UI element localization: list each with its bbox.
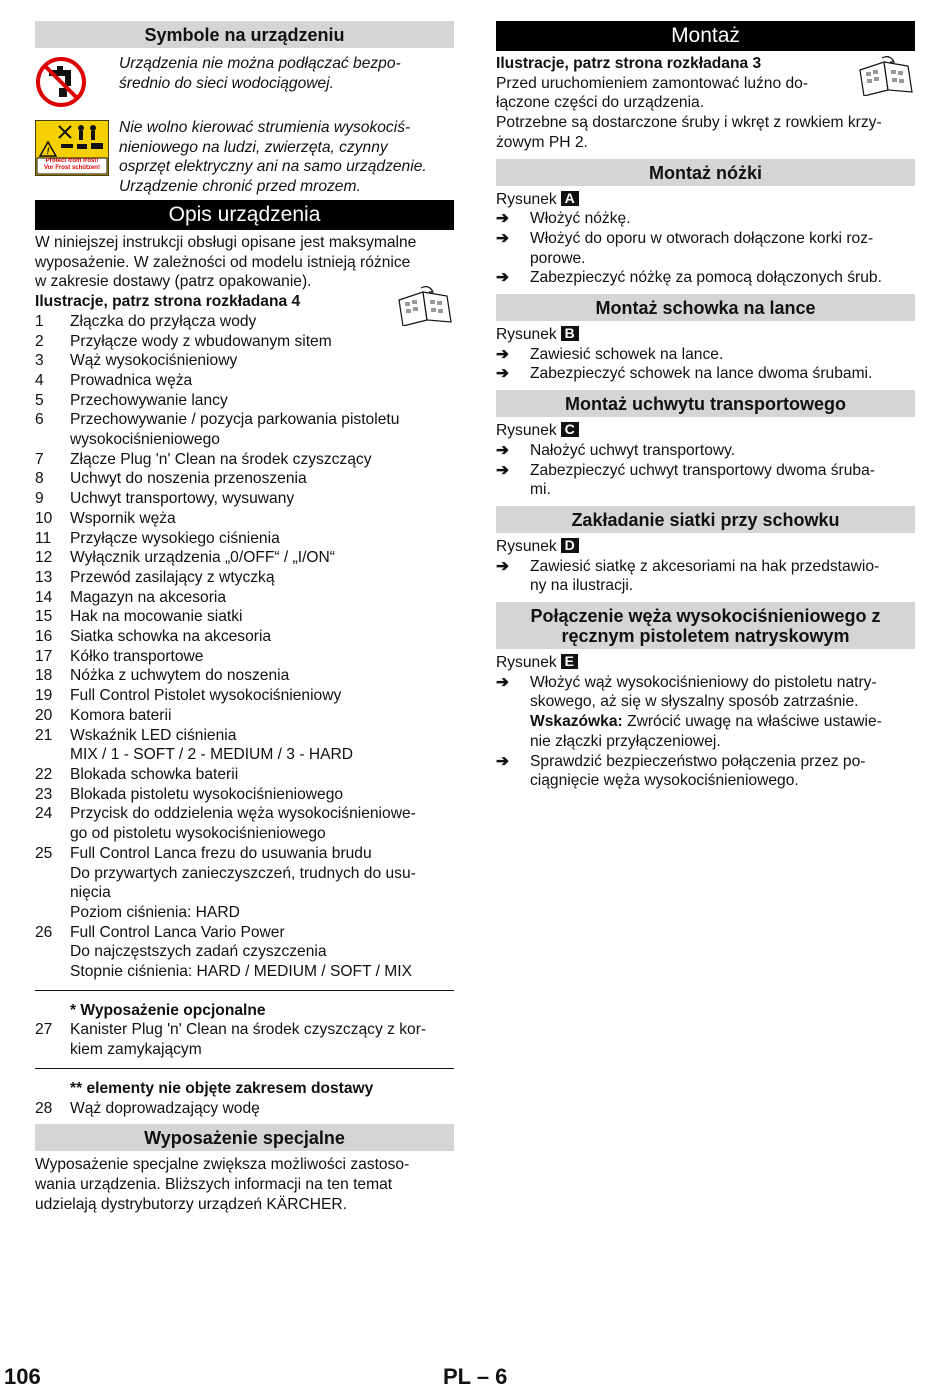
step-text: Zawiesić schowek na lance. xyxy=(530,345,724,363)
item-number xyxy=(35,962,70,982)
no-tap-icon xyxy=(35,56,87,114)
not-included-heading-row xyxy=(35,1079,454,1099)
arrow-right-icon: ➔ xyxy=(496,229,510,247)
instruction-step xyxy=(496,441,915,461)
item-number: 22 xyxy=(35,765,53,783)
item-text: Do przywartych zanieczyszczeń, trudnych do usu- xyxy=(70,864,416,882)
item-number: 26 xyxy=(35,923,53,941)
item-number: 12 xyxy=(35,549,53,567)
item-number: 15 xyxy=(35,608,53,626)
description-paragraph: W niniejszej instrukcji obsługi opisane jest maksymalne wyposażenie. W zależności od modelu istnieją różnice w zakresie dostawy (patrz opakowanie). xyxy=(35,234,417,291)
item-text: Złączka do przyłącza wody xyxy=(70,312,257,330)
instruction-step xyxy=(496,461,915,500)
item-text: Wskaźnik LED ciśnienia xyxy=(70,726,237,744)
item-text: Full Control Pistolet wysokociśnieniowy xyxy=(70,687,342,705)
item-number xyxy=(35,864,70,884)
list-item xyxy=(35,450,454,470)
item-number: 3 xyxy=(35,352,44,370)
list-item xyxy=(35,568,454,588)
list-item xyxy=(35,430,454,450)
list-item xyxy=(35,371,454,391)
item-number: 25 xyxy=(35,844,53,862)
item-number: 16 xyxy=(35,628,53,646)
component-list xyxy=(35,312,454,982)
instruction-step xyxy=(496,752,915,791)
list-item xyxy=(35,410,454,430)
item-text: Kanister Plug 'n' Clean na środek czyszczący z kor- xyxy=(70,1021,427,1039)
item-number xyxy=(35,1040,70,1060)
item-number: 1 xyxy=(35,312,44,330)
device-description-heading: Opis urządzenia xyxy=(35,200,454,230)
step-text: Zabezpieczyć schowek na lance dwoma śrubami. xyxy=(530,365,873,383)
list-item xyxy=(35,1020,454,1040)
item-text: Full Control Lanca Vario Power xyxy=(70,923,285,941)
instruction-step xyxy=(496,345,915,365)
item-text: Poziom ciśnienia: HARD xyxy=(70,903,240,921)
arrow-right-icon: ➔ xyxy=(496,269,510,287)
item-number: 9 xyxy=(35,490,44,508)
list-item xyxy=(35,824,454,844)
list-item xyxy=(35,686,454,706)
list-item xyxy=(35,804,454,824)
list-item xyxy=(35,785,454,805)
figure-reference xyxy=(496,325,915,345)
note xyxy=(530,712,915,732)
arrow-right-icon: ➔ xyxy=(496,210,510,228)
item-number: 11 xyxy=(35,529,52,547)
item-number xyxy=(35,745,70,765)
arrow-right-icon: ➔ xyxy=(496,752,510,770)
divider xyxy=(35,990,454,991)
item-number: 28 xyxy=(35,1099,53,1117)
assembly-sections xyxy=(496,159,915,791)
list-item xyxy=(35,942,454,962)
item-text: Przewód zasilający z wtyczką xyxy=(70,568,275,586)
list-item xyxy=(35,469,454,489)
figure-letter-badge: A xyxy=(561,191,579,206)
item-text: Blokada schowka baterii xyxy=(70,765,239,783)
item-text: nięcia xyxy=(70,884,111,902)
item-text: Hak na mocowanie siatki xyxy=(70,608,243,626)
item-text: Stopnie ciśnienia: HARD / MEDIUM / SOFT / MIX xyxy=(70,963,412,981)
list-item xyxy=(35,745,454,765)
list-item xyxy=(35,903,454,923)
item-text: Siatka schowka na akcesoria xyxy=(70,628,272,646)
note-text: Zwrócić uwagę na właściwe ustawie- xyxy=(622,713,882,731)
section-heading: Montaż uchwytu transportowego xyxy=(496,390,915,417)
item-text: Nóżka z uchwytem do noszenia xyxy=(70,667,290,685)
list-item xyxy=(35,1040,454,1060)
list-item xyxy=(35,647,454,667)
arrow-right-icon: ➔ xyxy=(496,673,510,691)
item-text: Przycisk do oddzielenia węża wysokociśnieniowe- xyxy=(70,805,416,823)
step-text: Zabezpieczyć uchwyt transportowy dwoma śruba- mi. xyxy=(530,461,875,499)
assembly-heading: Montaż xyxy=(496,21,915,51)
item-text: Uchwyt do noszenia przenoszenia xyxy=(70,470,307,488)
item-number: 4 xyxy=(35,371,44,389)
item-number: 24 xyxy=(35,805,53,823)
list-item xyxy=(35,489,454,509)
note-label: Wskazówka: xyxy=(530,713,623,731)
item-number: 21 xyxy=(35,726,53,744)
instruction-step xyxy=(496,209,915,229)
list-item xyxy=(35,844,454,864)
list-item xyxy=(35,588,454,608)
note-text: nie złączki przyłączeniowej. xyxy=(530,732,721,750)
item-text: Full Control Lanca frezu do usuwania brudu xyxy=(70,844,372,862)
item-number: 19 xyxy=(35,687,53,705)
item-text: Wyłącznik urządzenia „0/OFF“ / „I/ON“ xyxy=(70,549,336,567)
symbol-no-water-mains: Urządzenia nie można podłączać bezpo- średnio do sieci wodociągowej. xyxy=(35,54,454,118)
item-number xyxy=(35,824,70,844)
item-text: Kółko transportowe xyxy=(70,647,204,665)
figure-letter-badge: B xyxy=(561,326,579,341)
figure-label: Rysunek xyxy=(496,654,557,672)
page-number: 106 xyxy=(4,1364,41,1386)
frost-label-2: Vor Frost schützen! xyxy=(44,165,100,171)
step-text: Zawiesić siatkę z akcesoriami na hak przedstawio- ny na ilustracji. xyxy=(530,557,880,595)
item-text: Przechowywanie lancy xyxy=(70,391,228,409)
list-item xyxy=(35,548,454,568)
item-number xyxy=(35,883,70,903)
list-item xyxy=(35,666,454,686)
illustrations-reference: Ilustracje, patrz strona rozkładana 4 xyxy=(35,293,301,311)
list-item xyxy=(35,706,454,726)
list-item xyxy=(35,962,454,982)
assembly-paragraph: Przed uruchomieniem zamontować luźno do- łączone części do urządzenia. Potrzebne są dostarczone śruby i wkręt z rowkiem krzy- żowym PH 2. xyxy=(496,74,882,151)
item-number: 13 xyxy=(35,568,53,586)
figure-reference xyxy=(496,421,915,441)
special-equipment-paragraph: Wyposażenie specjalne zwiększa możliwości zastoso- wania urządzenia. Bliższych informacji na ten temat udzielają dystrybutorzy urządzeń KÄRCHER. xyxy=(35,1156,410,1213)
optional-heading-row xyxy=(35,1001,454,1021)
item-number: 6 xyxy=(35,411,44,429)
figure-letter-badge: E xyxy=(561,654,578,669)
section-heading: Montaż nóżki xyxy=(496,159,915,186)
item-number: 8 xyxy=(35,470,44,488)
item-text: Prowadnica węża xyxy=(70,371,193,389)
list-item xyxy=(35,883,454,903)
item-number: 17 xyxy=(35,647,53,665)
optional-list xyxy=(35,1020,454,1059)
open-book-icon xyxy=(395,286,455,332)
instruction-step xyxy=(496,673,915,752)
item-text: Wąż doprowadzający wodę xyxy=(70,1099,260,1117)
arrow-right-icon: ➔ xyxy=(496,441,510,459)
list-item xyxy=(35,607,454,627)
open-book-icon xyxy=(856,56,916,102)
item-number: 14 xyxy=(35,588,53,606)
not-included-heading: ** elementy nie objęte zakresem dostawy xyxy=(70,1079,374,1097)
special-equipment-heading: Wyposażenie specjalne xyxy=(35,1124,454,1151)
figure-label: Rysunek xyxy=(496,537,557,555)
right-column xyxy=(496,21,915,791)
step-text: Włożyć nóżkę. xyxy=(530,210,631,228)
divider xyxy=(35,1068,454,1069)
left-column xyxy=(35,21,454,1214)
item-text: Złącze Plug 'n' Clean na środek czyszczący xyxy=(70,450,372,468)
list-item xyxy=(35,529,454,549)
figure-reference xyxy=(496,537,915,557)
item-number xyxy=(35,942,70,962)
item-text: kiem zamykającym xyxy=(70,1041,202,1059)
list-item xyxy=(35,765,454,785)
list-item xyxy=(35,351,454,371)
item-text: wysokociśnieniowego xyxy=(70,431,220,449)
not-included-list xyxy=(35,1099,454,1119)
list-item xyxy=(35,1099,454,1119)
section-heading: Zakładanie siatki przy schowku xyxy=(496,506,915,533)
figure-label: Rysunek xyxy=(496,326,557,344)
list-item xyxy=(35,627,454,647)
symbol-warning-jet: ! Protect from frost! Vor Frost schützen! Nie wolno kierować strumienia wysokociś- nieniowego na ludzi, zwierzęta, czynny osprzęt elektryczny ani na samo urządzenie. Urządzenie chronić przed mrozem. xyxy=(35,118,454,200)
language-page-label: PL – 6 xyxy=(443,1364,508,1386)
list-item xyxy=(35,391,454,411)
item-text: Blokada pistoletu wysokociśnieniowego xyxy=(70,785,344,803)
step-text: Zabezpieczyć nóżkę za pomocą dołączonych śrub. xyxy=(530,269,882,287)
item-text: MIX / 1 - SOFT / 2 - MEDIUM / 3 - HARD xyxy=(70,746,354,764)
arrow-right-icon: ➔ xyxy=(496,557,510,575)
step-text: Sprawdzić bezpieczeństwo połączenia przez po- ciągnięcie węża wysokociśnieniowego. xyxy=(530,752,866,790)
item-text: Uchwyt transportowy, wysuwany xyxy=(70,490,295,508)
item-text: Wąż wysokociśnieniowy xyxy=(70,352,238,370)
item-text: Komora baterii xyxy=(70,706,172,724)
step-text: Nałożyć uchwyt transportowy. xyxy=(530,441,736,459)
item-number: 10 xyxy=(35,509,53,527)
item-text: Przyłącze wysokiego ciśnienia xyxy=(70,529,280,547)
item-text: Przyłącze wody z wbudowanym sitem xyxy=(70,332,332,350)
figure-letter-badge: C xyxy=(561,422,579,437)
warning-pictogram-icon xyxy=(35,120,109,182)
item-text: Magazyn na akcesoria xyxy=(70,588,227,606)
illustrations-reference: Ilustracje, patrz strona rozkładana 3 xyxy=(496,55,762,72)
figure-letter-badge: D xyxy=(561,538,579,553)
section-heading: Połączenie węża wysokociśnieniowego z ręcznym pistoletem natryskowym xyxy=(496,602,915,649)
item-text: Przechowywanie / pozycja parkowania pistoletu xyxy=(70,411,400,429)
item-number xyxy=(35,903,70,923)
figure-reference xyxy=(496,653,915,673)
item-number: 23 xyxy=(35,785,53,803)
item-number: 7 xyxy=(35,450,44,468)
instruction-step xyxy=(496,268,915,288)
list-item xyxy=(35,864,454,884)
svg-text:!: ! xyxy=(46,146,50,156)
figure-reference xyxy=(496,190,915,210)
step-text: Włożyć do oporu w otworach dołączone korki roz- porowe. xyxy=(530,229,874,267)
item-number: 5 xyxy=(35,391,44,409)
item-number: 18 xyxy=(35,667,53,685)
arrow-right-icon: ➔ xyxy=(496,365,510,383)
figure-label: Rysunek xyxy=(496,422,557,440)
instruction-step xyxy=(496,557,915,596)
instruction-step xyxy=(496,229,915,268)
instruction-step xyxy=(496,364,915,384)
optional-heading: * Wyposażenie opcjonalne xyxy=(70,1001,266,1019)
symbols-heading: Symbole na urządzeniu xyxy=(35,21,454,48)
list-item xyxy=(35,726,454,746)
list-item xyxy=(35,332,454,352)
item-number xyxy=(35,430,70,450)
figure-label: Rysunek xyxy=(496,190,557,208)
step-text: Włożyć wąż wysokociśnieniowy do pistoletu natry- skowego, aż się w słyszalny sposób zatrzaśnie. Wskazówka: Zwrócić uwagę na właściwe ustawie- nie złączki przyłączeniowej. xyxy=(530,673,915,752)
list-item xyxy=(35,509,454,529)
item-number: 27 xyxy=(35,1021,53,1039)
arrow-right-icon: ➔ xyxy=(496,461,510,479)
list-item xyxy=(35,923,454,943)
item-number: 2 xyxy=(35,332,44,350)
section-heading: Montaż schowka na lance xyxy=(496,294,915,321)
item-number: 20 xyxy=(35,706,53,724)
item-text: Wspornik węża xyxy=(70,509,176,527)
frost-label-1: Protect from frost! xyxy=(45,158,99,164)
list-item xyxy=(35,312,454,332)
arrow-right-icon: ➔ xyxy=(496,345,510,363)
item-text: Do najczęstszych zadań czyszczenia xyxy=(70,943,327,961)
item-text: go od pistoletu wysokociśnieniowego xyxy=(70,825,326,843)
